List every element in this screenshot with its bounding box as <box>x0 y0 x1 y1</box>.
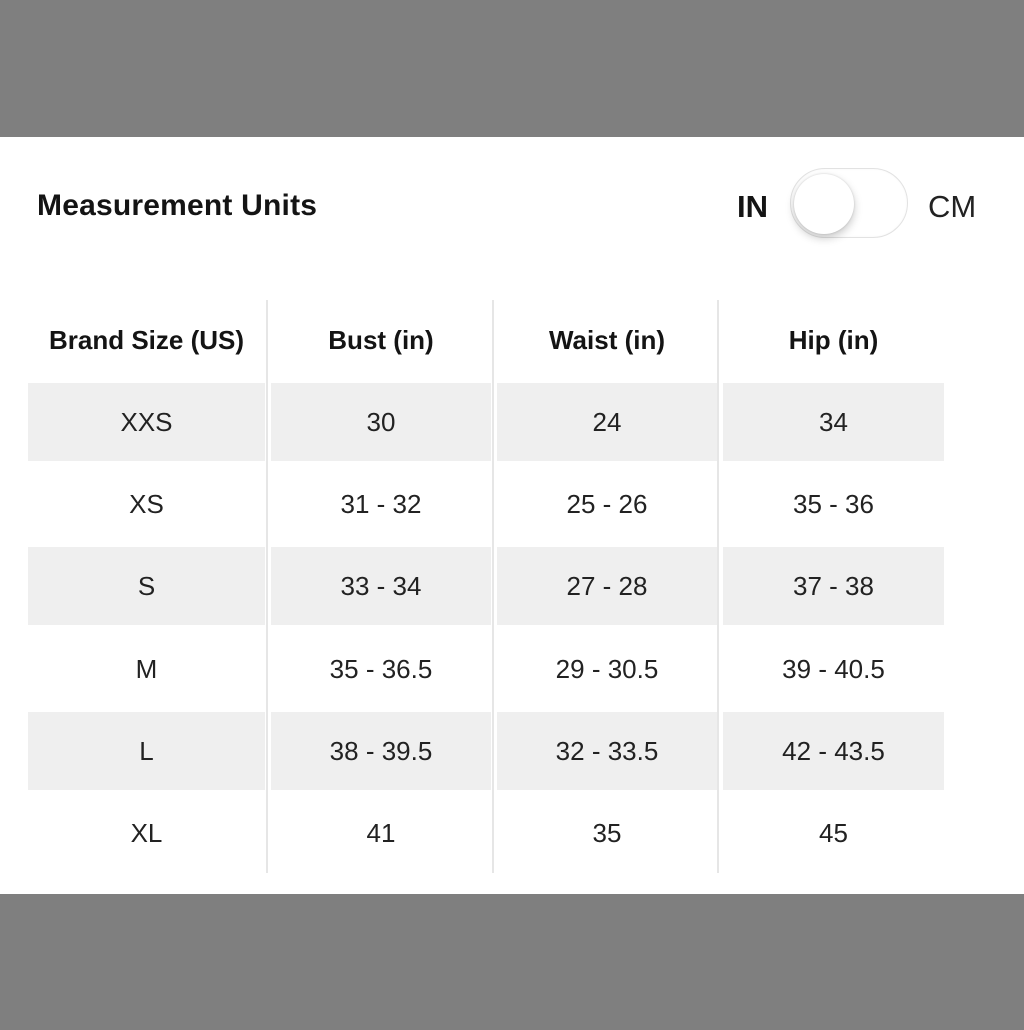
table-cell-size: XL <box>130 817 163 848</box>
table-cell-hip: 34 <box>723 383 944 461</box>
table-cell-waist: 25 - 26 <box>566 488 648 519</box>
table-cell-waist: 29 - 30.5 <box>555 653 659 684</box>
table-cell-size: XXS <box>28 383 265 461</box>
table-cell-bust: 35 - 36.5 <box>329 653 433 684</box>
table-cell-bust: 33 - 34 <box>271 547 491 625</box>
table-cell-hip: 37 - 38 <box>723 547 944 625</box>
table-cell-hip: 35 - 36 <box>793 488 874 519</box>
column-divider <box>492 300 494 873</box>
header-bust: Bust (in) <box>328 324 434 355</box>
table-cell-size: M <box>135 653 158 684</box>
header-hip: Hip (in) <box>788 324 879 355</box>
toggle-knob[interactable] <box>794 174 854 234</box>
table-cell-size: L <box>28 712 265 790</box>
column-divider <box>266 300 268 873</box>
table-cell-bust: 41 <box>366 817 396 848</box>
table-cell-bust: 31 - 32 <box>340 488 422 519</box>
header-waist: Waist (in) <box>548 324 666 355</box>
unit-toggle-switch[interactable] <box>790 168 908 238</box>
table-cell-waist: 24 <box>497 383 717 461</box>
table-cell-waist: 32 - 33.5 <box>497 712 717 790</box>
table-cell-hip: 39 - 40.5 <box>782 653 885 684</box>
header-brand-size: Brand Size (US) <box>48 324 245 355</box>
table-cell-size: S <box>28 547 265 625</box>
table-cell-waist: 27 - 28 <box>497 547 717 625</box>
table-cell-bust: 30 <box>271 383 491 461</box>
unit-option-cm[interactable]: CM <box>928 189 977 224</box>
column-divider <box>717 300 719 873</box>
table-cell-waist: 35 <box>592 817 622 848</box>
table-cell-bust: 38 - 39.5 <box>271 712 491 790</box>
table-cell-size: XS <box>129 488 164 519</box>
table-cell-hip: 45 <box>819 817 848 848</box>
table-cell-hip: 42 - 43.5 <box>723 712 944 790</box>
measurement-units-label: Measurement Units <box>37 189 318 222</box>
unit-option-in[interactable]: IN <box>737 189 768 224</box>
